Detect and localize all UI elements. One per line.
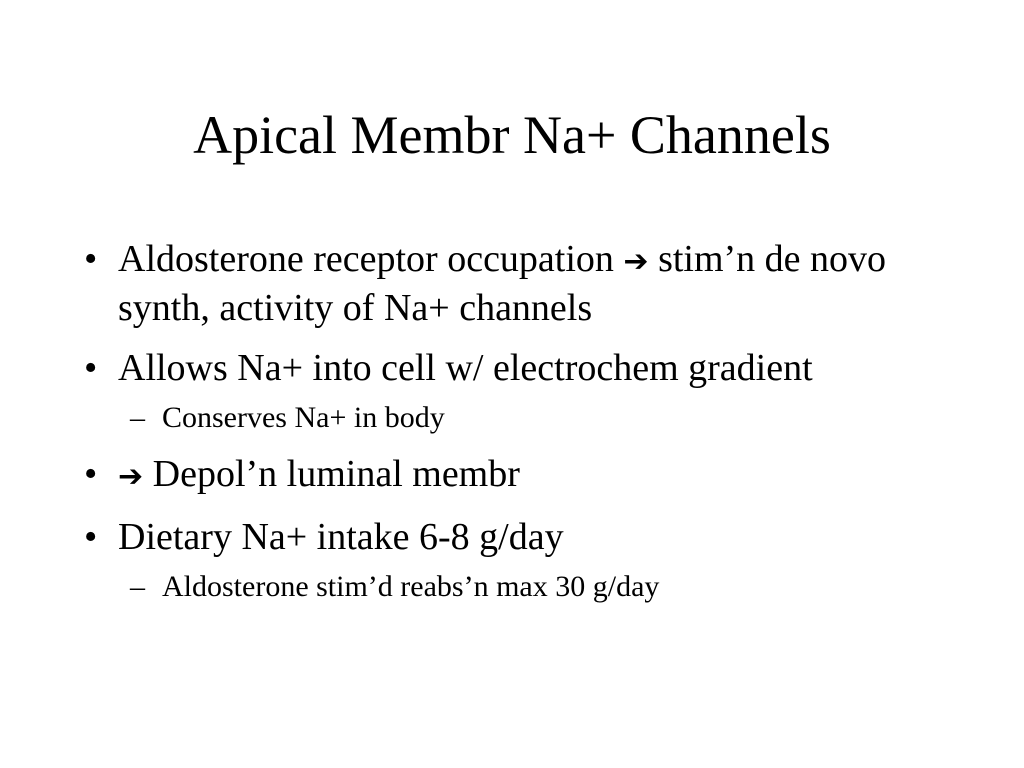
- bullet-text-1b: stim’n de novo synth, activity of Na+ channels: [118, 238, 887, 329]
- bullet-text-2: Allows Na+ into cell w/ electrochem gradient: [118, 347, 813, 389]
- sub-bullet-dash: –: [130, 570, 145, 603]
- slide-title: Apical Membr Na+ Channels: [193, 105, 831, 165]
- bullet-text-3: Depol’n luminal membr: [143, 453, 520, 495]
- bullet-dot: •: [84, 516, 98, 558]
- bullet-text-1a: Aldosterone receptor occupation: [118, 238, 624, 280]
- sub-bullet-item-2: [84, 399, 944, 437]
- sub-bullet-dash: –: [130, 401, 145, 434]
- bullet-item-2: [84, 345, 944, 391]
- bullet-text-4: Dietary Na+ intake 6-8 g/day: [118, 516, 564, 558]
- bullet-list: [84, 236, 944, 620]
- bullet-dot: •: [84, 347, 98, 389]
- sub-bullet-text-2: Conserves Na+ in body: [162, 401, 445, 434]
- sub-bullet-text-4: Aldosterone stim’d reabs’n max 30 g/day: [162, 570, 660, 603]
- bullet-item-3: [84, 451, 944, 500]
- bullet-dot: •: [84, 453, 98, 495]
- sub-bullet-item-4: [84, 568, 944, 606]
- arrow-right-icon: ➔: [118, 459, 144, 494]
- arrow-right-icon: ➔: [623, 244, 649, 279]
- bullet-dot: •: [84, 238, 98, 280]
- bullet-item-1: [84, 236, 944, 331]
- bullet-item-4: [84, 514, 944, 560]
